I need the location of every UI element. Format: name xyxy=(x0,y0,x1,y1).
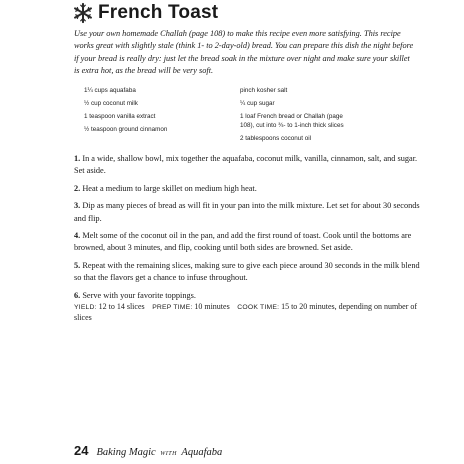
step-text: Heat a medium to large skillet on medium high heat. xyxy=(82,183,257,193)
ingredient-item: ¼ cup sugar xyxy=(240,100,275,107)
cook-time-value: 15 to 20 minutes, depending on number of slices xyxy=(74,302,418,322)
instruction-step xyxy=(74,290,420,302)
page-title: French Toast xyxy=(98,2,219,23)
ingredient-item: 2 tablespoons coconut oil xyxy=(240,135,312,142)
step-number: 5. xyxy=(74,260,81,270)
snowflake-star-icon xyxy=(72,2,94,24)
prep-time-value: 10 minutes xyxy=(194,302,230,311)
recipe-intro: Use your own homemade Challah (page 108) to make this recipe even more satisfying. This recipe works great with slightly stale (think 1- to 2-day-old) bread. You can prepare this dish the night before if your bread is really dry: just let the bread soak in the mixture over night and make sure your skillet is extra hot, as the bread will be very soft. xyxy=(74,29,414,76)
book-title-part2: Aquafaba xyxy=(181,447,223,458)
step-text: In a wide, shallow bowl, mix together the aquafaba, coconut milk, vanilla, cinnamon, salt, and sugar. Set aside. xyxy=(74,154,418,176)
page-number: 24 xyxy=(74,443,89,458)
book-title xyxy=(96,447,222,458)
title-row xyxy=(72,2,218,24)
ingredient-item: 1 loaf French bread or Challah (page xyxy=(240,113,343,120)
ingredient-item: ½ cup coconut milk xyxy=(84,100,138,107)
instruction-step xyxy=(74,153,420,178)
cook-time-label: COOK TIME: xyxy=(237,304,280,311)
step-text: Repeat with the remaining slices, making sure to give each piece around 30 seconds in the milk blend so that the flavors get a chance to infuse throughout. xyxy=(74,260,420,283)
step-number: 6. xyxy=(74,290,81,300)
ingredient-item: 108), cut into ¾- to 1-inch thick slices xyxy=(240,122,344,129)
step-number: 4. xyxy=(74,231,81,241)
instruction-step xyxy=(74,200,420,225)
step-text: Dip as many pieces of bread as will fit in your pan into the milk mixture. Let set for about 30 seconds and flip. xyxy=(74,201,420,223)
step-number: 2. xyxy=(74,183,81,193)
instruction-step xyxy=(74,230,420,255)
yield-label: YIELD: xyxy=(74,304,97,311)
book-title-with: WITH xyxy=(160,451,177,457)
step-number: 1. xyxy=(74,154,81,163)
instruction-step xyxy=(74,260,420,285)
yield-value: 12 to 14 slices xyxy=(98,302,145,311)
ingredient-item: pinch kosher salt xyxy=(240,87,288,94)
step-number: 3. xyxy=(74,201,81,211)
step-text: Melt some of the coconut oil in the pan, and add the first round of toast. Cook until the bottoms are browned, about 3 minutes, and flip, cooking until both sides are browned. Set aside. xyxy=(74,231,412,253)
instructions-list xyxy=(74,153,420,307)
page-footer xyxy=(74,443,222,458)
book-title-part1: Baking Magic xyxy=(96,447,156,458)
ingredient-item: 1 teaspoon vanilla extract xyxy=(84,113,156,120)
step-text: Serve with your favorite toppings. xyxy=(82,290,196,300)
ingredient-item: ½ teaspoon ground cinnamon xyxy=(84,126,168,133)
ingredient-item: 1¼ cups aquafaba xyxy=(84,87,136,94)
prep-time-label: PREP TIME: xyxy=(152,304,193,311)
yield-info xyxy=(74,302,420,324)
instruction-step xyxy=(74,183,420,195)
